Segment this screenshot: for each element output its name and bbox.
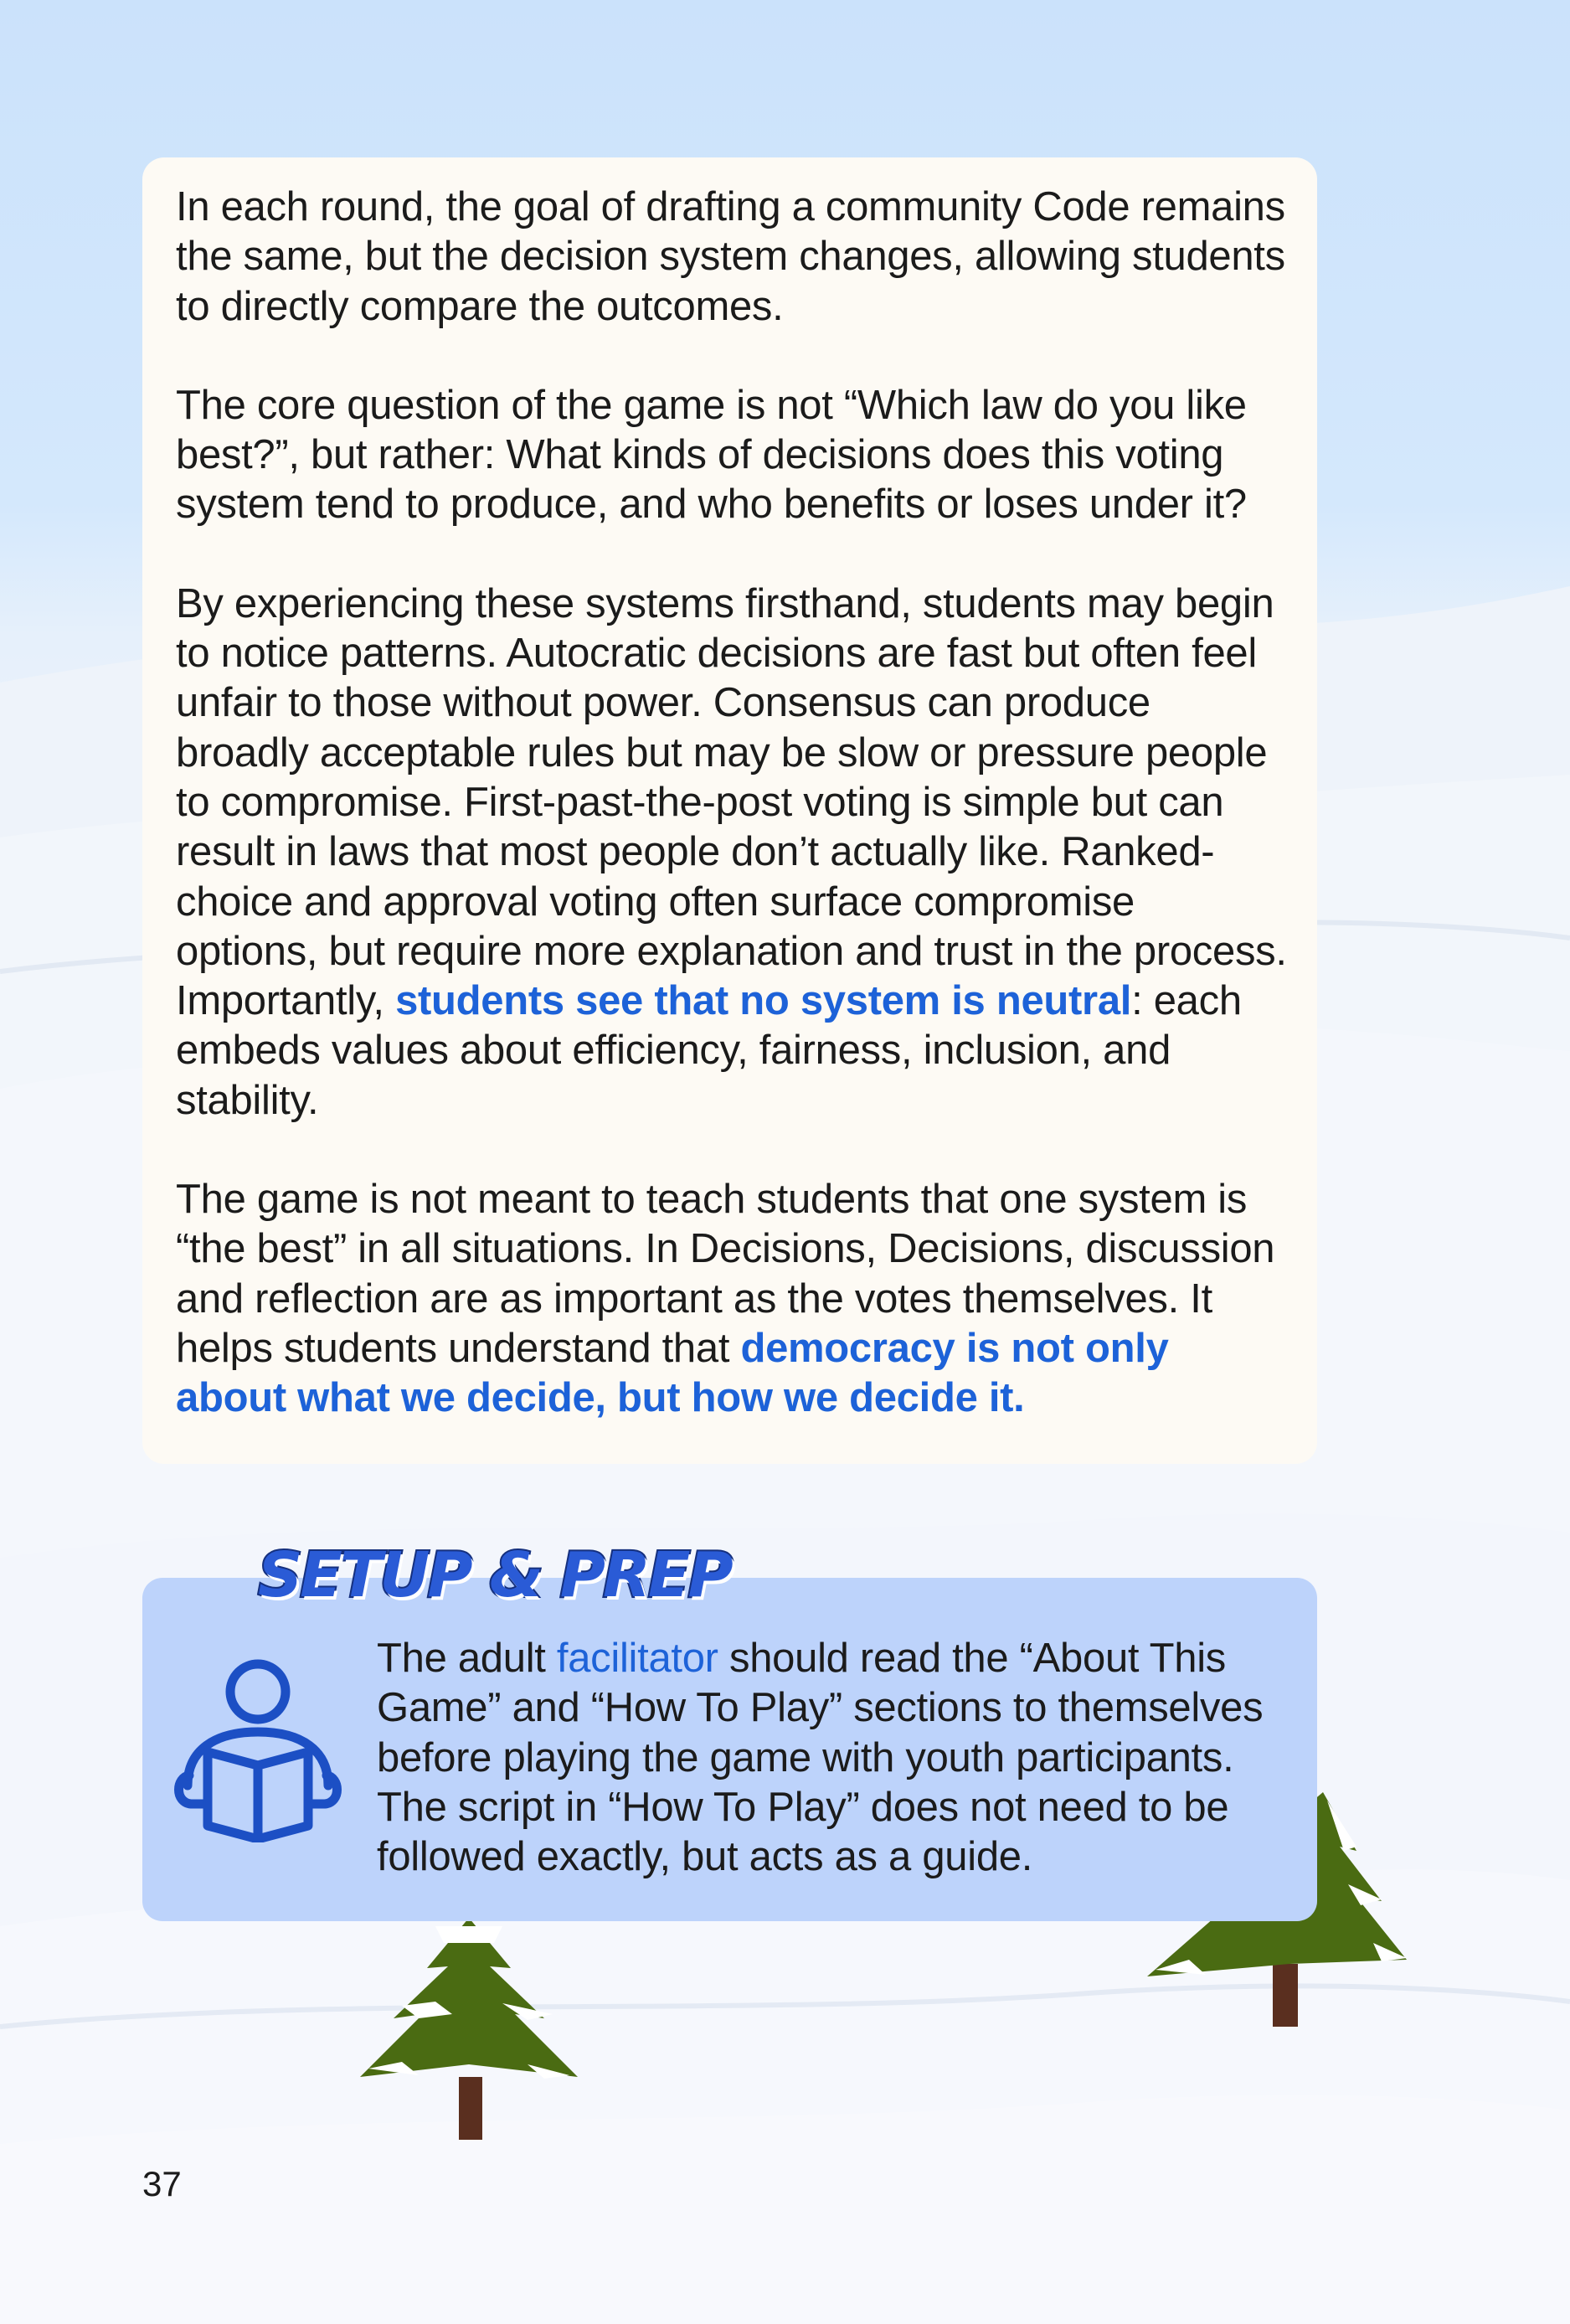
paragraph-text: : each embeds values about efficiency, fairness, inclusion, and stability. <box>176 978 1242 1123</box>
setup-text-part: should read the “About This Game” and “How To Play” sections to themselves before playing the game with youth participants. The script in “How To Play” does not need to be followed exactly, but acts as a guide. <box>377 1636 1264 1880</box>
person-reading-icon <box>164 1650 365 1842</box>
tree-trunk <box>1273 1964 1298 2027</box>
paragraph <box>176 1175 1287 1423</box>
setup-prep-heading: SETUP & PREP <box>258 1539 731 1611</box>
paragraph: The core question of the game is not “Which law do you like best?”, but rather: What kinds of decisions does this voting system tend to produce, and who benefits or loses under it? <box>176 382 1247 528</box>
highlighted-phrase: democracy is not only about what we decide, but how we decide it. <box>176 1325 1169 1421</box>
paragraph-text: The game is not meant to teach students that one system is “the best” in all situations. In Decisions, Decisions, discussion and reflection are as important as the votes themselves. It helps students understand that <box>176 1177 1275 1371</box>
tree-trunk <box>459 2077 482 2140</box>
snow-hill <box>0 2095 1570 2324</box>
paragraph-text: By experiencing these systems firsthand, students may begin to notice patterns. Autocratic decisions are fast but often feel unfair to those without power. Consensus can produce broadly acceptable rules but may be slow or pressure people to compromise. First-past-the-post voting is simple but can result in laws that most people don’t actually like. Ranked-choice and approval voting often surface compromise options, but require more explanation and trust in the process. Importantly, <box>176 580 1287 1024</box>
text-card <box>142 157 1317 1464</box>
paragraph: In each round, the goal of drafting a community Code remains the same, but the decision system changes, allowing students to directly compare the outcomes. <box>176 184 1285 329</box>
paragraph <box>176 580 1287 1126</box>
page-number: 37 <box>142 2164 182 2203</box>
highlighted-phrase: students see that no system is neutral <box>395 978 1132 1024</box>
setup-prep-text <box>377 1634 1298 1882</box>
setup-text-part: The adult <box>377 1636 557 1681</box>
facilitator-highlight: facilitator <box>556 1636 718 1681</box>
